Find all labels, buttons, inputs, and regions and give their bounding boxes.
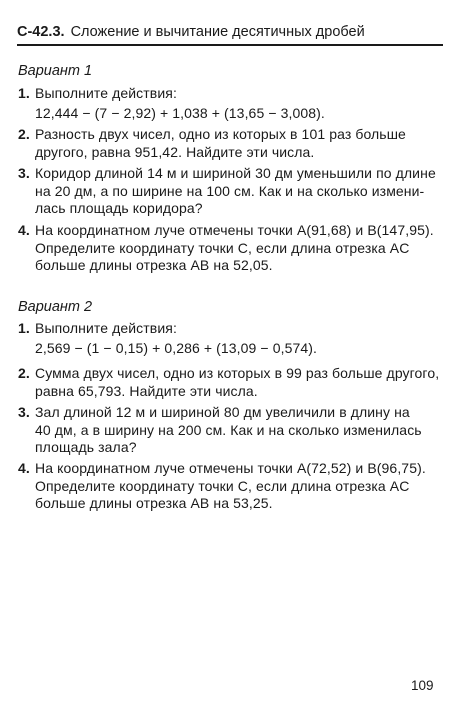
variant-2-task-4: [18, 460, 440, 513]
task-number: 1.: [18, 85, 30, 101]
task-number: 2.: [18, 126, 30, 142]
variant-1-task-4: [18, 222, 440, 275]
variant-1-label: Вариант 1: [18, 63, 93, 79]
page-number: 109: [411, 678, 434, 693]
task-text-line: Выполните действия:: [35, 85, 177, 101]
variant-1-task-2: [18, 126, 440, 161]
task-text-line: другого, равна 951,42. Найдите эти числа.: [35, 143, 315, 160]
variant-2-task-1: [18, 320, 440, 357]
task-text-line: больше длины отрезка AB на 52,05.: [35, 257, 273, 273]
task-number: 1.: [18, 320, 30, 336]
task-text-line: Сумма двух чисел, одно из которых в 99 раз больше другого,: [35, 365, 440, 381]
section-code: С-42.3.: [17, 24, 65, 40]
task-text-line: площадь зала?: [35, 439, 137, 455]
task-text-line: 40 дм, а в ширину на 200 см. Как и на сколько изменилась: [35, 421, 422, 438]
task-number: 4.: [18, 460, 30, 476]
task-number: 4.: [18, 222, 30, 238]
task-text-line: Определите координату точки C, если длина отрезка AC: [35, 239, 410, 256]
task-text-line: равна 65,793. Найдите эти числа.: [35, 382, 258, 399]
variant-1-task-3: [18, 165, 440, 218]
task-formula: 2,569 − (1 − 0,15) + 0,286 + (13,09 − 0,574).: [35, 339, 317, 356]
variant-2-task-2: [18, 365, 440, 400]
task-number: 3.: [18, 165, 30, 181]
task-number: 3.: [18, 404, 30, 420]
section-title: Сложение и вычитание десятичных дробей: [70, 24, 365, 40]
task-text-line: На координатном луче отмечены точки A(91,68) и B(147,95).: [35, 222, 434, 238]
task-text-line: больше длины отрезка AB на 53,25.: [35, 495, 273, 511]
task-text-line: Выполните действия:: [35, 320, 177, 336]
section-header: [17, 20, 443, 46]
task-text-line: лась площадь коридора?: [35, 200, 203, 216]
variant-2-label: Вариант 2: [18, 299, 93, 315]
task-text-line: Коридор длиной 14 м и шириной 30 дм уменьшили по длине: [35, 165, 436, 181]
task-text-line: Разность двух чисел, одно из которых в 101 раз больше: [35, 126, 406, 142]
variant-2-task-3: [18, 404, 440, 457]
task-formula: 12,444 − (7 − 2,92) + 1,038 + (13,65 − 3,008).: [35, 104, 325, 121]
task-text-line: Зал длиной 12 м и шириной 80 дм увеличили в длину на: [35, 404, 410, 420]
task-text-line: на 20 дм, а по ширине на 100 см. Как и на сколько измени-: [35, 182, 425, 199]
task-text-line: Определите координату точки C, если длина отрезка AC: [35, 477, 410, 494]
task-number: 2.: [18, 365, 30, 381]
task-text-line: На координатном луче отмечены точки A(72,52) и B(96,75).: [35, 460, 426, 476]
variant-1-task-1: [18, 85, 440, 122]
